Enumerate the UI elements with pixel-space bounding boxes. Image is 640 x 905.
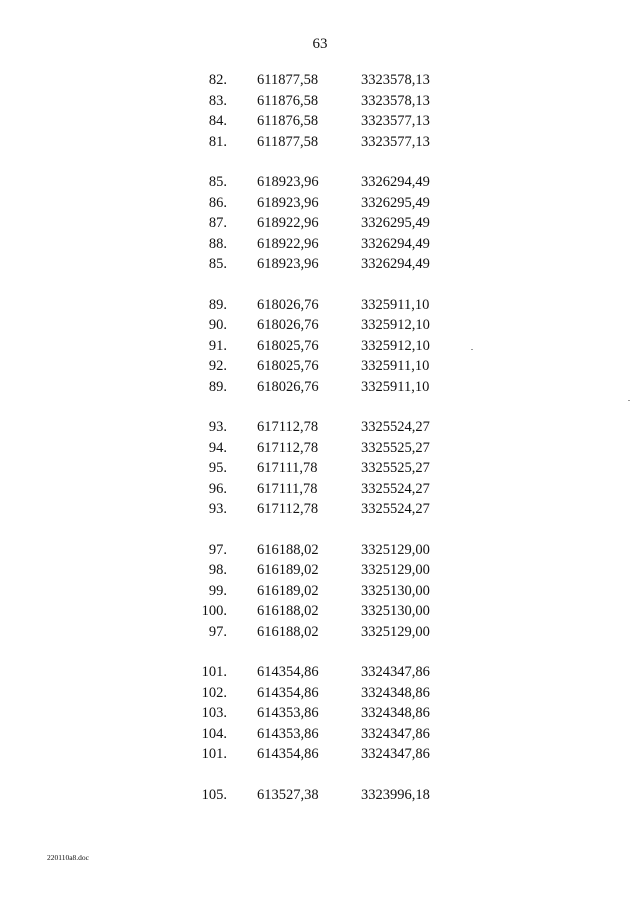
coordinate-row xyxy=(0,70,640,91)
point-number: 81. xyxy=(208,133,227,150)
x-coordinate: 618025,76 xyxy=(257,358,319,374)
coordinate-group xyxy=(0,662,640,765)
coordinate-row xyxy=(0,254,640,275)
point-number: 95. xyxy=(208,460,227,476)
point-number: 105. xyxy=(201,786,227,803)
y-coordinate: 3326294,49 xyxy=(361,174,430,190)
y-coordinate: 3324347,86 xyxy=(361,664,430,680)
scan-speck xyxy=(628,400,630,401)
coordinate-row xyxy=(0,601,640,622)
y-coordinate: 3323577,13 xyxy=(361,113,430,129)
file-name-footer: 220110a8.doc xyxy=(47,853,90,862)
coordinate-row xyxy=(0,703,640,724)
y-coordinate: 3324347,86 xyxy=(361,725,430,742)
coordinate-group xyxy=(0,417,640,520)
coordinate-row xyxy=(0,683,640,704)
coordinate-row xyxy=(0,499,640,520)
x-coordinate: 617112,78 xyxy=(257,439,319,456)
point-number: 85. xyxy=(208,174,227,190)
x-coordinate: 611877,58 xyxy=(257,133,319,150)
point-number: 88. xyxy=(208,235,227,252)
y-coordinate: 3325130,00 xyxy=(361,582,430,599)
y-coordinate: 3325130,00 xyxy=(361,603,430,619)
point-number: 93. xyxy=(208,419,227,435)
point-number: 100. xyxy=(201,603,227,619)
coordinate-row xyxy=(0,479,640,500)
point-number: 101. xyxy=(201,664,227,680)
x-coordinate: 614353,86 xyxy=(257,705,319,721)
x-coordinate: 617111,78 xyxy=(257,480,318,497)
coordinate-row xyxy=(0,785,640,806)
point-number: 98. xyxy=(208,562,227,578)
coordinate-group xyxy=(0,785,640,806)
y-coordinate: 3325912,10 xyxy=(361,337,430,354)
coordinate-group xyxy=(0,172,640,275)
coordinate-group xyxy=(0,540,640,643)
coordinate-row xyxy=(0,417,640,438)
point-number: 82. xyxy=(208,72,227,88)
coordinate-row xyxy=(0,111,640,132)
point-number: 104. xyxy=(201,725,227,742)
point-number: 97. xyxy=(208,623,227,640)
x-coordinate: 618923,96 xyxy=(257,194,319,211)
y-coordinate: 3326295,49 xyxy=(361,194,430,211)
x-coordinate: 616188,02 xyxy=(257,603,319,619)
coordinate-row xyxy=(0,193,640,214)
point-number: 89. xyxy=(208,378,227,395)
coordinate-row xyxy=(0,458,640,479)
y-coordinate: 3324347,86 xyxy=(361,746,430,762)
x-coordinate: 618025,76 xyxy=(257,337,319,354)
x-coordinate: 616188,02 xyxy=(257,623,319,640)
y-coordinate: 3325129,00 xyxy=(361,541,430,558)
coordinate-row xyxy=(0,377,640,398)
x-coordinate: 614354,86 xyxy=(257,664,319,680)
point-number: 96. xyxy=(208,480,227,497)
point-number: 86. xyxy=(208,194,227,211)
y-coordinate: 3323578,13 xyxy=(361,72,430,88)
y-coordinate: 3325912,10 xyxy=(361,317,430,333)
y-coordinate: 3326294,49 xyxy=(361,256,430,272)
x-coordinate: 611876,58 xyxy=(257,113,319,129)
y-coordinate: 3325911,10 xyxy=(361,378,430,395)
point-number: 85. xyxy=(208,256,227,272)
coordinate-row xyxy=(0,132,640,153)
x-coordinate: 618026,76 xyxy=(257,317,319,333)
x-coordinate: 614354,86 xyxy=(257,746,319,762)
page-number: 63 xyxy=(312,36,328,52)
point-number: 99. xyxy=(208,582,227,599)
x-coordinate: 618026,76 xyxy=(257,378,319,395)
x-coordinate: 616189,02 xyxy=(257,582,319,599)
point-number: 97. xyxy=(208,541,227,558)
y-coordinate: 3325129,00 xyxy=(361,623,430,640)
y-coordinate: 3325911,10 xyxy=(361,358,430,374)
coordinate-row xyxy=(0,744,640,765)
y-coordinate: 3324348,86 xyxy=(361,705,430,721)
x-coordinate: 618923,96 xyxy=(257,174,319,190)
x-coordinate: 613527,38 xyxy=(257,786,319,803)
coordinate-row xyxy=(0,662,640,683)
y-coordinate: 3324348,86 xyxy=(361,684,430,701)
y-coordinate: 3325524,27 xyxy=(361,501,430,517)
y-coordinate: 3323577,13 xyxy=(361,133,430,150)
x-coordinate: 614354,86 xyxy=(257,684,319,701)
x-coordinate: 617112,78 xyxy=(257,501,319,517)
point-number: 103. xyxy=(201,705,227,721)
point-number: 93. xyxy=(208,501,227,517)
y-coordinate: 3325911,10 xyxy=(361,296,430,313)
y-coordinate: 3323578,13 xyxy=(361,92,430,109)
point-number: 87. xyxy=(208,215,227,231)
coordinate-row xyxy=(0,336,640,357)
coordinate-row xyxy=(0,213,640,234)
x-coordinate: 618922,96 xyxy=(257,215,319,231)
y-coordinate: 3325525,27 xyxy=(361,439,430,456)
scan-speck xyxy=(471,349,473,350)
point-number: 102. xyxy=(201,684,227,701)
coordinate-row xyxy=(0,724,640,745)
point-number: 90. xyxy=(208,317,227,333)
coordinate-row xyxy=(0,560,640,581)
y-coordinate: 3326294,49 xyxy=(361,235,430,252)
point-number: 94. xyxy=(208,439,227,456)
y-coordinate: 3325524,27 xyxy=(361,480,430,497)
point-number: 84. xyxy=(208,113,227,129)
coordinate-table xyxy=(0,70,640,825)
coordinate-group xyxy=(0,295,640,398)
point-number: 92. xyxy=(208,358,227,374)
y-coordinate: 3326295,49 xyxy=(361,215,430,231)
coordinate-row xyxy=(0,356,640,377)
y-coordinate: 3325129,00 xyxy=(361,562,430,578)
coordinate-row xyxy=(0,295,640,316)
y-coordinate: 3325524,27 xyxy=(361,419,430,435)
coordinate-row xyxy=(0,581,640,602)
point-number: 89. xyxy=(208,296,227,313)
coordinate-row xyxy=(0,540,640,561)
x-coordinate: 618922,96 xyxy=(257,235,319,252)
coordinate-group xyxy=(0,70,640,152)
y-coordinate: 3323996,18 xyxy=(361,786,430,803)
point-number: 101. xyxy=(201,746,227,762)
point-number: 91. xyxy=(208,337,227,354)
x-coordinate: 614353,86 xyxy=(257,725,319,742)
coordinate-row xyxy=(0,172,640,193)
x-coordinate: 617112,78 xyxy=(257,419,319,435)
point-number: 83. xyxy=(208,92,227,109)
x-coordinate: 616189,02 xyxy=(257,562,319,578)
x-coordinate: 616188,02 xyxy=(257,541,319,558)
x-coordinate: 617111,78 xyxy=(257,460,318,476)
coordinate-row xyxy=(0,91,640,112)
x-coordinate: 618923,96 xyxy=(257,256,319,272)
y-coordinate: 3325525,27 xyxy=(361,460,430,476)
coordinate-row xyxy=(0,438,640,459)
coordinate-row xyxy=(0,315,640,336)
x-coordinate: 611877,58 xyxy=(257,72,319,88)
coordinate-row xyxy=(0,622,640,643)
x-coordinate: 618026,76 xyxy=(257,296,319,313)
x-coordinate: 611876,58 xyxy=(257,92,319,109)
coordinate-row xyxy=(0,234,640,255)
